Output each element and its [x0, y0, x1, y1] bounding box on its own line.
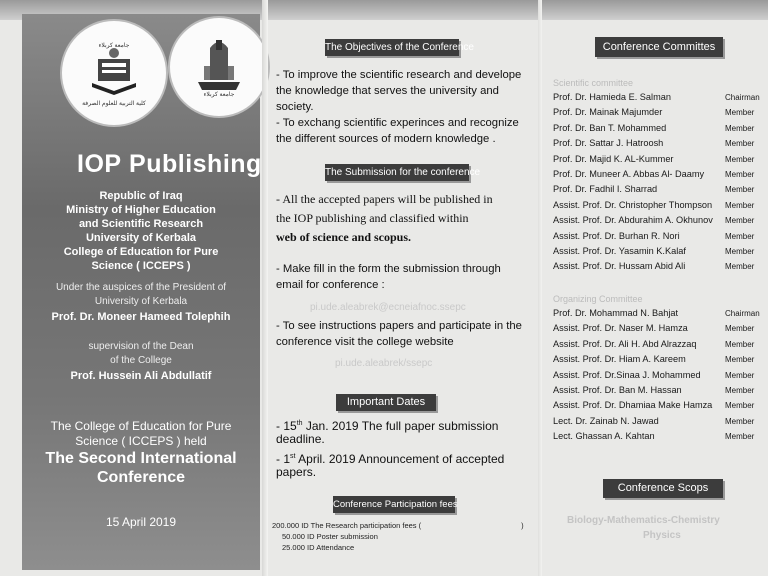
member-role: Member — [725, 200, 755, 210]
iop-publishing-logo — [77, 150, 262, 179]
college-website: pi.ude.aleabrek/ssepc — [335, 358, 433, 369]
member-role: Member — [725, 154, 755, 164]
objectives-line-5: the different sources of modern knowledge . — [276, 133, 496, 145]
date-2-line-1: - 1st April. 2019 Announcement of accepted — [276, 452, 505, 466]
member-name: Assist. Prof. Dr. Christopher Thompson — [553, 199, 713, 210]
conference-title-line-1: The Second International — [45, 450, 237, 467]
member-name: Lect. Ghassan A. Kahtan — [553, 431, 655, 442]
member-role: Member — [725, 324, 755, 334]
date-1-day: 15 — [283, 419, 297, 433]
objectives-line-1: - To improve the scientific research and develope — [276, 69, 522, 81]
submission-form-line-2: email for conference : — [276, 279, 385, 291]
date-1-suffix: th — [296, 420, 303, 427]
member-role: Member — [725, 401, 755, 411]
conference-email: pi.ude.aleabrek@ecneiafnoc.ssepc — [310, 302, 466, 313]
submission-header: The Submission for the conference — [325, 164, 469, 181]
member-name: Assist. Prof. Dr. Ban M. Hassan — [553, 385, 682, 395]
objectives-header: The Objectives of the Conference — [325, 39, 459, 56]
member-role: Member — [725, 108, 755, 118]
fees-header: Conference Participation fees — [333, 496, 455, 513]
submission-form-line-1: - Make fill in the form the submission through — [276, 263, 501, 275]
supervision-line-1: supervision of the Dean — [88, 341, 194, 352]
member-role: Member — [725, 386, 755, 395]
org-line-3: and Scientific Research — [78, 218, 204, 230]
member-name: Assist. Prof. Dr. Ali H. Abd Alrazzaq — [553, 338, 697, 349]
member-role: Member — [725, 123, 755, 133]
member-name: Assist. Prof. Dr. Yasamin K.Kalaf — [553, 246, 686, 256]
member-role: Member — [725, 170, 755, 179]
submission-line-3: web of science and scopus. — [276, 230, 412, 244]
date-2-suffix: st — [290, 453, 296, 460]
instructions-line-2: conference visit the college website — [276, 336, 454, 348]
committees-header: Conference Committes — [595, 37, 723, 57]
important-dates-header: Important Dates — [336, 394, 436, 411]
scops-line-2: Physics — [643, 530, 681, 541]
member-name: Assist. Prof. Dr. Burhan R. Nori — [553, 230, 680, 241]
submission-line-1: - All the accepted papers will be published in — [276, 192, 493, 206]
member-name: Prof. Dr. Muneer A. Abbas Al- Daamy — [553, 169, 705, 179]
member-role: Member — [725, 247, 755, 256]
conference-title-line-2: Conference — [96, 469, 186, 486]
org-line-6: Science ( ICCEPS ) — [91, 260, 191, 272]
date-2-text: April. 2019 Announcement of accepted — [295, 452, 505, 466]
member-role: Member — [725, 416, 755, 426]
member-name: Prof. Dr. Fadhil I. Sharrad — [553, 184, 658, 195]
fee-desc: The Research participation fees ( — [310, 521, 422, 530]
supervision-line-2: of the College — [110, 355, 172, 366]
book-emblem-icon — [62, 21, 166, 125]
held-line-2: Science ( ICCEPS ) held — [75, 434, 207, 448]
member-name: Prof. Dr. Majid K. AL-Kummer — [553, 153, 674, 164]
publisher-prefix: IOP — [77, 150, 122, 178]
fee-amount: 50.000 ID — [282, 532, 315, 541]
member-name: Prof. Dr. Mohammad N. Bahjat — [553, 308, 679, 318]
date-1-line-2: deadline. — [276, 432, 325, 446]
member-name: Lect. Dr. Zainab N. Jawad — [553, 415, 659, 426]
submission-line-2: the IOP publishing and classified within — [276, 211, 469, 225]
member-role: Member — [725, 339, 755, 349]
objectives-line-4: - To exchang scientific experinces and recognize — [276, 117, 519, 129]
member-role: Member — [725, 262, 755, 272]
member-name: Assist. Prof. Dr.Sinaa J. Mohammed — [553, 369, 701, 380]
member-name: Prof. Dr. Ban T. Mohammed — [553, 122, 667, 133]
shrine-emblem-icon — [170, 18, 268, 116]
fee-row-2 — [282, 531, 378, 542]
member-role: Member — [725, 139, 755, 149]
org-line-2: Ministry of Higher Education — [66, 204, 216, 216]
fee-row-3 — [282, 542, 354, 553]
scops-header: Conference Scops — [603, 479, 723, 498]
org-line-5: College of Education for Pure — [63, 246, 219, 258]
date-1-text: Jan. 2019 The full paper submission — [302, 419, 499, 433]
logo-left-caption: جامعة كربلاء — [98, 43, 130, 49]
auspices-line-2: University of Kerbala — [94, 296, 188, 307]
fee-row-1 — [272, 520, 524, 531]
member-name: Assist. Prof. Dr. Naser M. Hamza — [553, 323, 688, 334]
org-line-1: Republic of Iraq — [99, 190, 183, 202]
member-role: Chairman — [725, 93, 760, 102]
member-name: Prof. Dr. Hamieda E. Salman — [553, 92, 671, 102]
fee-amount: 200.000 ID — [272, 521, 309, 530]
member-name: Assist. Prof. Dr. Abdurahim A. Okhunov — [553, 215, 713, 226]
objectives-line-2: the knowledge that serves the university and — [276, 85, 499, 97]
publisher-word: Publishing — [129, 150, 262, 178]
conference-date: 15 April 2019 — [105, 515, 177, 529]
fee-desc: Poster submission — [316, 532, 378, 541]
member-name: Prof. Dr. Sattar J. Hatroosh — [553, 138, 664, 149]
left-panel — [22, 14, 260, 570]
auspices-line-1: Under the auspices of the President of — [55, 282, 227, 293]
fee-tail: ) — [521, 521, 524, 530]
university-logo — [170, 18, 268, 116]
president-name: Prof. Dr. Moneer Hameed Tolephih — [51, 311, 231, 323]
logo-left-subcaption: كلية التربية للعلوم الصرفة — [82, 101, 146, 107]
member-name: Assist. Prof. Dr. Hiam A. Kareem — [553, 354, 686, 365]
date-1-line-1: - 15th Jan. 2019 The full paper submission — [276, 419, 499, 433]
logo-right-caption: جامعة كربلاء — [203, 92, 235, 98]
organizing-committee-label: Organizing Committee — [553, 294, 643, 304]
objectives-line-3: society. — [276, 101, 314, 113]
scops-line-1: Biology-Mathematics-Chemistry — [567, 515, 720, 526]
instructions-line-1: - To see instructions papers and participate in the — [276, 320, 522, 332]
date-2-line-2: papers. — [276, 465, 317, 479]
middle-column — [270, 30, 532, 550]
page-fold-left — [262, 0, 268, 576]
member-name: Prof. Dr. Mainak Majumder — [553, 107, 663, 118]
member-name: Assist. Prof. Dr. Dhamiaa Make Hamza — [553, 400, 713, 411]
member-role: Member — [725, 216, 755, 226]
fee-desc: Attendance — [316, 543, 355, 552]
university-college-logo — [62, 21, 166, 125]
dean-name: Prof. Hussein Ali Abdullatif — [70, 370, 212, 382]
date-2-day: 1 — [283, 452, 291, 466]
member-role: Member — [725, 370, 755, 380]
member-role: Member — [725, 231, 755, 241]
member-role: Member — [725, 355, 755, 365]
member-name: Assist. Prof. Dr. Hussam Abid Ali — [553, 261, 686, 272]
org-line-4: University of Kerbala — [85, 232, 197, 244]
member-role: Member — [725, 432, 755, 442]
fee-amount: 25.000 ID — [282, 543, 315, 552]
page-fold-right — [538, 0, 542, 576]
member-role: Member — [725, 185, 755, 195]
held-line-1: The College of Education for Pure — [50, 419, 232, 433]
member-role: Chairman — [725, 309, 760, 318]
scientific-committee-label: Scientific committee — [553, 78, 634, 88]
